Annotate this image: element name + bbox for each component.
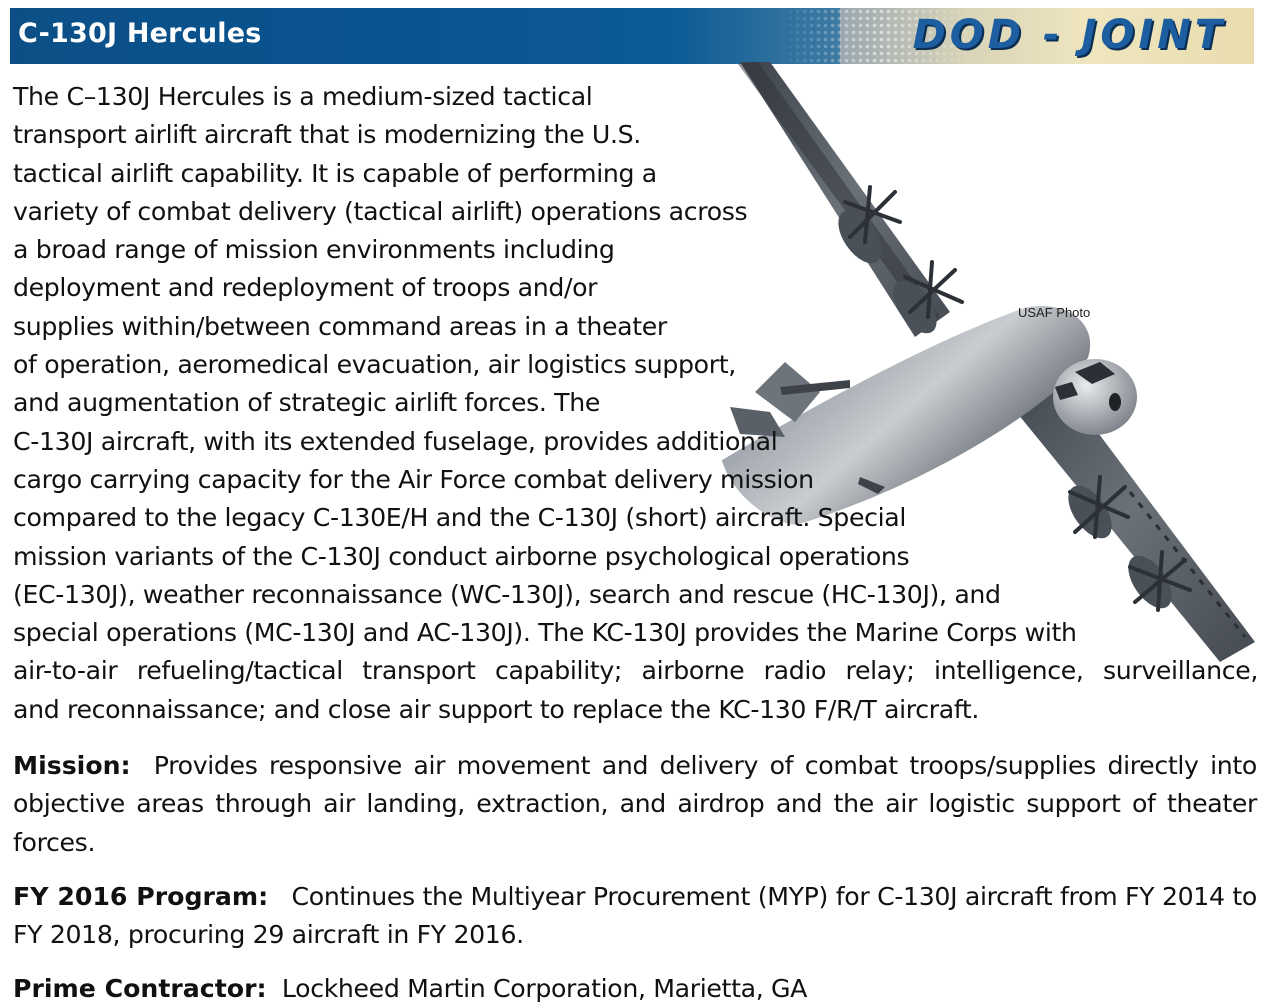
contractor-section: [13, 970, 1257, 1008]
page-title: C-130J Hercules: [18, 18, 262, 49]
photo-credit: USAF Photo: [1018, 305, 1091, 320]
intro-line: deployment and redeployment of troops and/or: [13, 273, 598, 303]
intro-line: The C–130J Hercules is a medium-sized tactical: [13, 82, 593, 111]
intro-line: (EC-130J), weather reconnaissance (WC-130J), search and rescue (HC-130J), and: [13, 579, 1001, 609]
program-label: FY 2016 Program:: [13, 882, 269, 911]
mission-section: [13, 747, 1257, 862]
banner-brand-area: [840, 8, 1254, 64]
intro-line: supplies within/between command areas in a theater: [13, 311, 667, 341]
intro-paragraph: [13, 78, 1258, 729]
mission-label: Mission:: [13, 751, 131, 780]
contractor-text: Lockheed Martin Corporation, Marietta, GA: [281, 974, 808, 1003]
intro-line: transport airlift aircraft that is modernizing the U.S.: [13, 120, 641, 150]
intro-line: and augmentation of strategic airlift forces. The: [13, 388, 600, 418]
intro-line: mission variants of the C-130J conduct airborne psychological operations: [13, 541, 910, 571]
contractor-label: Prime Contractor:: [13, 974, 267, 1003]
mission-text: Provides responsive air movement and delivery of combat troops/supplies directly into objective areas through air landing, extraction, and airdrop and the air logistic support of theater forces.: [13, 751, 1257, 857]
intro-line: tactical airlift capability. It is capable of performing a: [13, 158, 657, 188]
dod-joint-logo: DOD - JOINT: [912, 12, 1226, 58]
intro-line: compared to the legacy C-130E/H and the C-130J (short) aircraft. Special: [13, 503, 906, 533]
intro-line: variety of combat delivery (tactical airlift) operations across: [13, 196, 748, 226]
intro-line: a broad range of mission environments including: [13, 235, 615, 265]
intro-line: and reconnaissance; and close air support to replace the KC-130 F/R/T aircraft.: [13, 694, 980, 724]
intro-line: C-130J aircraft, with its extended fuselage, provides additional: [13, 426, 778, 456]
intro-line: air-to-air refueling/tactical transport capability; airborne radio relay; intelligence, surveillance,: [13, 656, 1258, 686]
intro-line: of operation, aeromedical evacuation, air logistics support,: [13, 350, 736, 380]
program-section: [13, 878, 1257, 955]
intro-line: special operations (MC-130J and AC-130J). The KC-130J provides the Marine Corps with: [13, 618, 1077, 648]
intro-line: cargo carrying capacity for the Air Force combat delivery mission: [13, 464, 814, 494]
program-text: Continues the Multiyear Procurement (MYP) for C-130J aircraft from FY 2014 to FY 2018, procuring 29 aircraft in FY 2016.: [13, 882, 1257, 950]
header-banner: [10, 8, 1254, 64]
banner-title-area: [10, 8, 840, 64]
